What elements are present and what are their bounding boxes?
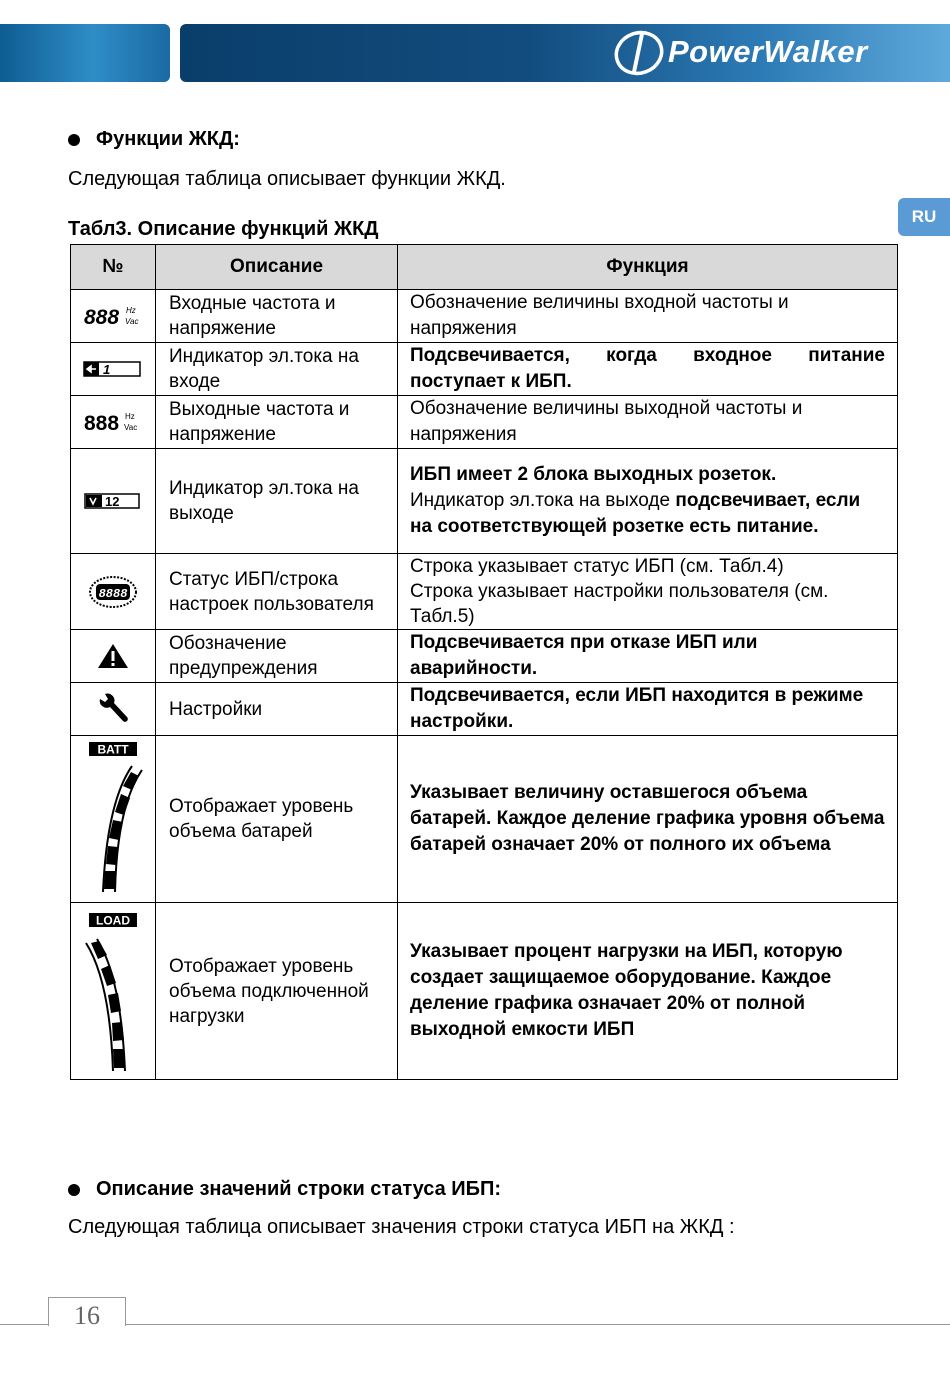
header-func: Функция <box>398 245 898 290</box>
status-string-icon <box>88 575 138 609</box>
svg-text:Hz: Hz <box>126 306 136 315</box>
table-caption: Табл3. Описание функций ЖКД <box>68 218 379 240</box>
bullet-icon <box>68 1184 80 1196</box>
table-row <box>71 630 898 683</box>
row-icon-cell <box>71 903 156 1080</box>
row-description: Индикатор эл.тока на входе <box>156 343 398 396</box>
warning-icon <box>96 642 130 670</box>
section-heading-lcd-functions <box>68 128 240 151</box>
page-number: 16 <box>48 1297 126 1326</box>
row-icon-cell <box>71 290 156 343</box>
table-row <box>71 736 898 903</box>
row-icon-cell <box>71 343 156 396</box>
row-icon-cell <box>71 449 156 554</box>
row-icon-cell <box>71 630 156 683</box>
svg-text:888: 888 <box>84 306 120 329</box>
row-description: Входные частота и напряжение <box>156 290 398 343</box>
row-function-line <box>410 488 885 540</box>
row-description: Отображает уровень объема батарей <box>156 736 398 903</box>
row-function-part: подсвечивает, если на соответствующей розетке есть питание. <box>410 490 861 537</box>
svg-text:8888: 8888 <box>98 586 128 601</box>
row-function: Подсвечивается, когда входное питание поступает к ИБП. <box>398 343 898 396</box>
svg-text:12: 12 <box>105 494 120 509</box>
input-freq-voltage-digits-icon <box>83 303 143 329</box>
row-icon-cell <box>71 396 156 449</box>
powerwalker-logo-icon <box>612 28 666 78</box>
footer-rule <box>0 1324 950 1325</box>
bullet-icon <box>68 134 80 146</box>
battery-level-bar-icon <box>83 742 143 902</box>
row-icon-cell <box>71 683 156 736</box>
svg-text:Vac: Vac <box>125 317 139 326</box>
row-icon-cell <box>71 736 156 903</box>
row-description: Статус ИБП/строка настроек пользователя <box>156 554 398 630</box>
row-icon-cell <box>71 554 156 630</box>
row-function <box>398 554 898 630</box>
lcd-functions-table <box>70 244 898 1080</box>
row-function-line: Строка указывает статус ИБП (см. Табл.4) <box>410 556 784 577</box>
header-band <box>0 24 950 82</box>
header-desc: Описание <box>156 245 398 290</box>
section-heading-text: Описание значений строки статуса ИБП: <box>96 1178 502 1200</box>
brand-name: PowerWalker <box>668 34 868 69</box>
language-tab[interactable]: RU <box>898 198 950 236</box>
row-description: Индикатор эл.тока на выходе <box>156 449 398 554</box>
table-row <box>71 903 898 1080</box>
svg-text:888: 888 <box>84 412 120 435</box>
output-current-indicator-icon <box>84 492 142 510</box>
svg-text:LOAD: LOAD <box>96 913 130 928</box>
section-heading-text: Функции ЖКД: <box>96 128 240 150</box>
row-function: Обозначение величины выходной частоты и напряжения <box>398 396 898 449</box>
header-num: № <box>71 245 156 290</box>
row-function-line: Строка указывает настройки пользователя (см. Табл.5) <box>410 581 829 627</box>
svg-text:Vac: Vac <box>124 423 138 432</box>
row-description: Выходные частота и напряжение <box>156 396 398 449</box>
output-freq-voltage-digits-icon <box>83 409 143 435</box>
table-row <box>71 554 898 630</box>
row-function: Подсвечивается, если ИБП находится в режиме настройки. <box>398 683 898 736</box>
wrench-icon <box>96 693 130 725</box>
row-function: Обозначение величины входной частоты и напряжения <box>398 290 898 343</box>
row-description: Обозначение предупреждения <box>156 630 398 683</box>
row-function-part: Индикатор эл.тока на выходе <box>410 490 671 511</box>
row-function <box>398 449 898 554</box>
table-row <box>71 449 898 554</box>
table-row <box>71 396 898 449</box>
row-description: Отображает уровень объема подключенной нагрузки <box>156 903 398 1080</box>
row-description: Настройки <box>156 683 398 736</box>
load-level-bar-icon <box>83 913 143 1079</box>
section-intro: Следующая таблица описывает значения строки статуса ИБП на ЖКД : <box>68 1216 735 1238</box>
table-header-row <box>71 245 898 290</box>
row-function: Указывает величину оставшегося объема батарей. Каждое деление графика уровня объема батарей означает 20% от полного их объема <box>398 736 898 903</box>
header-left-bar <box>0 24 170 82</box>
row-function-line: ИБП имеет 2 блока выходных розеток. <box>410 464 777 485</box>
svg-text:BATT: BATT <box>97 742 129 757</box>
section-intro: Следующая таблица описывает функции ЖКД. <box>68 168 506 190</box>
svg-text:Hz: Hz <box>125 412 135 421</box>
table-row <box>71 683 898 736</box>
table-row <box>71 343 898 396</box>
row-function: Указывает процент нагрузки на ИБП, которую создает защищаемое оборудование. Каждое деление графика означает 20% от полной выходной емкости ИБП <box>398 903 898 1080</box>
table-row <box>71 290 898 343</box>
row-function: Подсвечивается при отказе ИБП или аварийности. <box>398 630 898 683</box>
svg-text:1: 1 <box>103 362 111 377</box>
section-heading-status-string <box>68 1178 501 1201</box>
input-current-indicator-icon <box>83 360 143 378</box>
